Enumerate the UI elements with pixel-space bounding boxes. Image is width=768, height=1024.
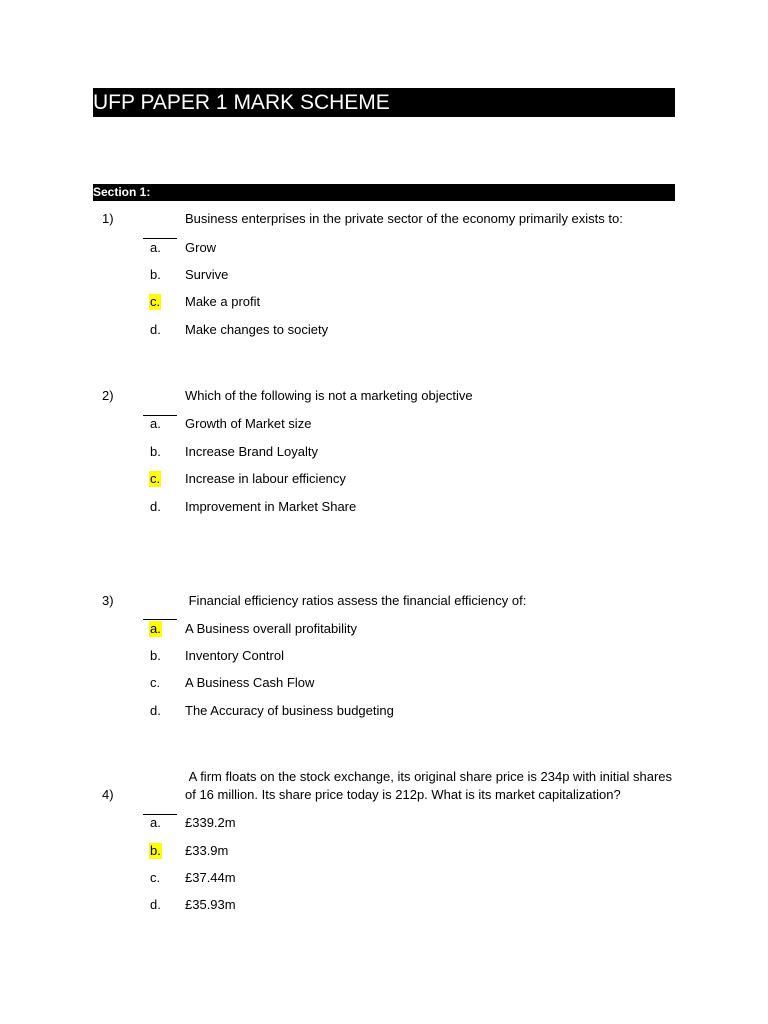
question-number: 4) xyxy=(102,787,114,802)
option-text: The Accuracy of business budgeting xyxy=(185,703,394,718)
option-letter: a. xyxy=(150,416,161,431)
option-text: Improvement in Market Share xyxy=(185,499,357,514)
question-text: Business enterprises in the private sector of the economy primarily exists to: xyxy=(185,211,623,226)
option-letter-answer: b. xyxy=(150,843,161,858)
option-text: A Business Cash Flow xyxy=(185,675,315,690)
question-underline xyxy=(143,238,177,239)
question-text: A firm floats on the stock exchange, its original share price is 234p with initial shares of 16 million. Its share price today is 212p. What is its market capitalization? xyxy=(185,769,676,802)
option-text: Make changes to society xyxy=(185,322,329,337)
option-letter: c. xyxy=(150,870,161,885)
question-number: 3) xyxy=(102,593,114,608)
option-text: Grow xyxy=(185,240,217,255)
option-letter: c. xyxy=(150,675,161,690)
option-letter-answer: c. xyxy=(150,294,161,309)
option-letter: a. xyxy=(150,240,161,255)
option-text: Increase in labour efficiency xyxy=(185,471,346,486)
option-text: Increase Brand Loyalty xyxy=(185,444,318,459)
option-text: Survive xyxy=(185,267,229,282)
option-letter: d. xyxy=(150,499,161,514)
option-letter-answer: c. xyxy=(150,471,161,486)
option-letter: b. xyxy=(150,444,161,459)
option-text: Make a profit xyxy=(185,294,261,309)
option-text: Growth of Market size xyxy=(185,416,312,431)
option-text: £339.2m xyxy=(185,815,236,830)
option-letter: a. xyxy=(150,815,161,830)
option-text: Inventory Control xyxy=(185,648,284,663)
option-letter: b. xyxy=(150,267,161,282)
question-underline xyxy=(143,619,177,620)
option-letter: b. xyxy=(150,648,161,663)
option-text: £33.9m xyxy=(185,843,229,858)
section-heading: Section 1: xyxy=(93,184,675,201)
option-text: A Business overall profitability xyxy=(185,621,357,636)
option-letter: d. xyxy=(150,322,161,337)
option-text: £37.44m xyxy=(185,870,236,885)
option-letter-answer: a. xyxy=(150,621,161,636)
option-letter: d. xyxy=(150,897,161,912)
option-letter: d. xyxy=(150,703,161,718)
question-number: 2) xyxy=(102,388,114,403)
question-text: Which of the following is not a marketing objective xyxy=(185,388,473,403)
question-text: Financial efficiency ratios assess the financial efficiency of: xyxy=(185,593,527,608)
option-text: £35.93m xyxy=(185,897,236,912)
question-number: 1) xyxy=(102,211,114,226)
page-title: UFP PAPER 1 MARK SCHEME xyxy=(93,88,675,117)
